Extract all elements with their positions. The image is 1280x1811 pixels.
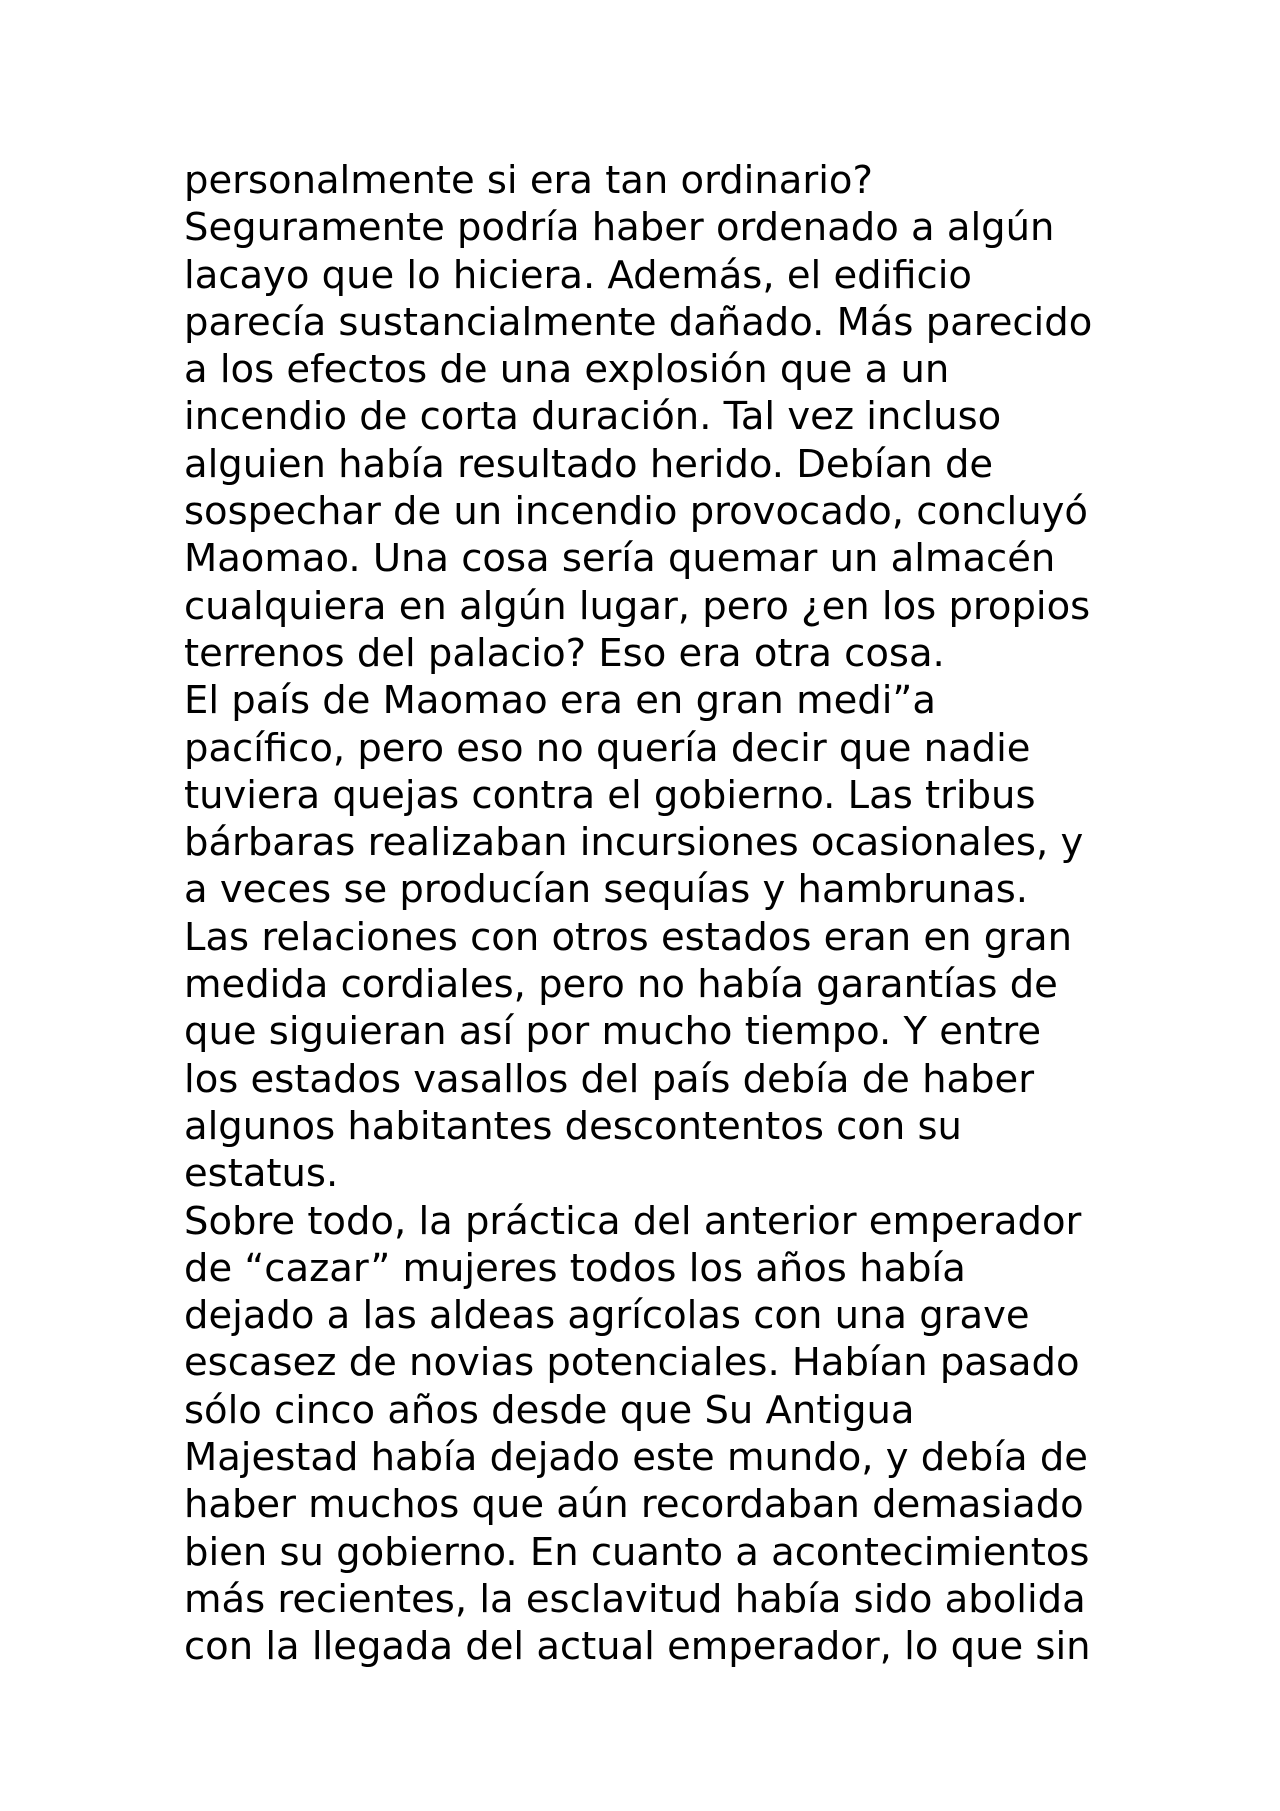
text-line: a los efectos de una explosión que a un xyxy=(184,347,950,393)
text-line: sospechar de un incendio provocado, concluyó xyxy=(184,489,1088,535)
text-line: Sobre todo, la práctica del anterior emperador xyxy=(184,1198,1082,1244)
text-line: de “cazar” mujeres todos los años había xyxy=(184,1245,966,1291)
text-line: algunos habitantes descontentos con su xyxy=(184,1103,962,1149)
text-line: con la llegada del actual emperador, lo que sin xyxy=(184,1624,1091,1670)
text-line: a veces se producían sequías y hambrunas. xyxy=(184,867,1028,913)
text-line: incendio de corta duración. Tal vez incluso xyxy=(184,394,1002,440)
text-line: sólo cinco años desde que Su Antigua xyxy=(184,1387,915,1433)
text-line: Las relaciones con otros estados eran en gran xyxy=(184,914,1073,960)
text-line: los estados vasallos del país debía de haber xyxy=(184,1056,1035,1102)
text-line: más recientes, la esclavitud había sido abolida xyxy=(184,1576,1086,1622)
text-line: tuviera quejas contra el gobierno. Las tribus xyxy=(184,772,1036,818)
text-line: haber muchos que aún recordaban demasiado xyxy=(184,1482,1084,1528)
text-line: alguien había resultado herido. Debían de xyxy=(184,441,994,487)
text-line: bárbaras realizaban incursiones ocasionales, y xyxy=(184,820,1084,866)
text-line: bien su gobierno. En cuanto a acontecimientos xyxy=(184,1529,1090,1575)
text-line: lacayo que lo hiciera. Además, el edificio xyxy=(184,252,972,298)
text-line: dejado a las aldeas agrícolas con una grave xyxy=(184,1293,1030,1339)
text-line: El país de Maomao era en gran medi”a xyxy=(184,678,936,724)
text-line: escasez de novias potenciales. Habían pasado xyxy=(184,1340,1080,1386)
text-line: estatus. xyxy=(184,1151,339,1197)
text-line: personalmente si era tan ordinario? xyxy=(184,158,873,203)
text-line: cualquiera en algún lugar, pero ¿en los propios xyxy=(184,583,1091,629)
text-line: Maomao. Una cosa sería quemar un almacén xyxy=(184,536,1056,582)
text-line: Majestad había dejado este mundo, y debía de xyxy=(184,1435,1088,1481)
text-line: medida cordiales, pero no había garantías de xyxy=(184,962,1058,1008)
text-line: pacífico, pero eso no quería decir que nadie xyxy=(184,725,1031,771)
text-line: Seguramente podría haber ordenado a algún xyxy=(184,205,1055,251)
text-line: que siguieran así por mucho tiempo. Y entre xyxy=(184,1009,1042,1055)
body-text xyxy=(184,157,1184,1671)
text-line: terrenos del palacio? Eso era otra cosa. xyxy=(184,630,945,676)
text-line: parecía sustancialmente dañado. Más parecido xyxy=(184,299,1093,345)
